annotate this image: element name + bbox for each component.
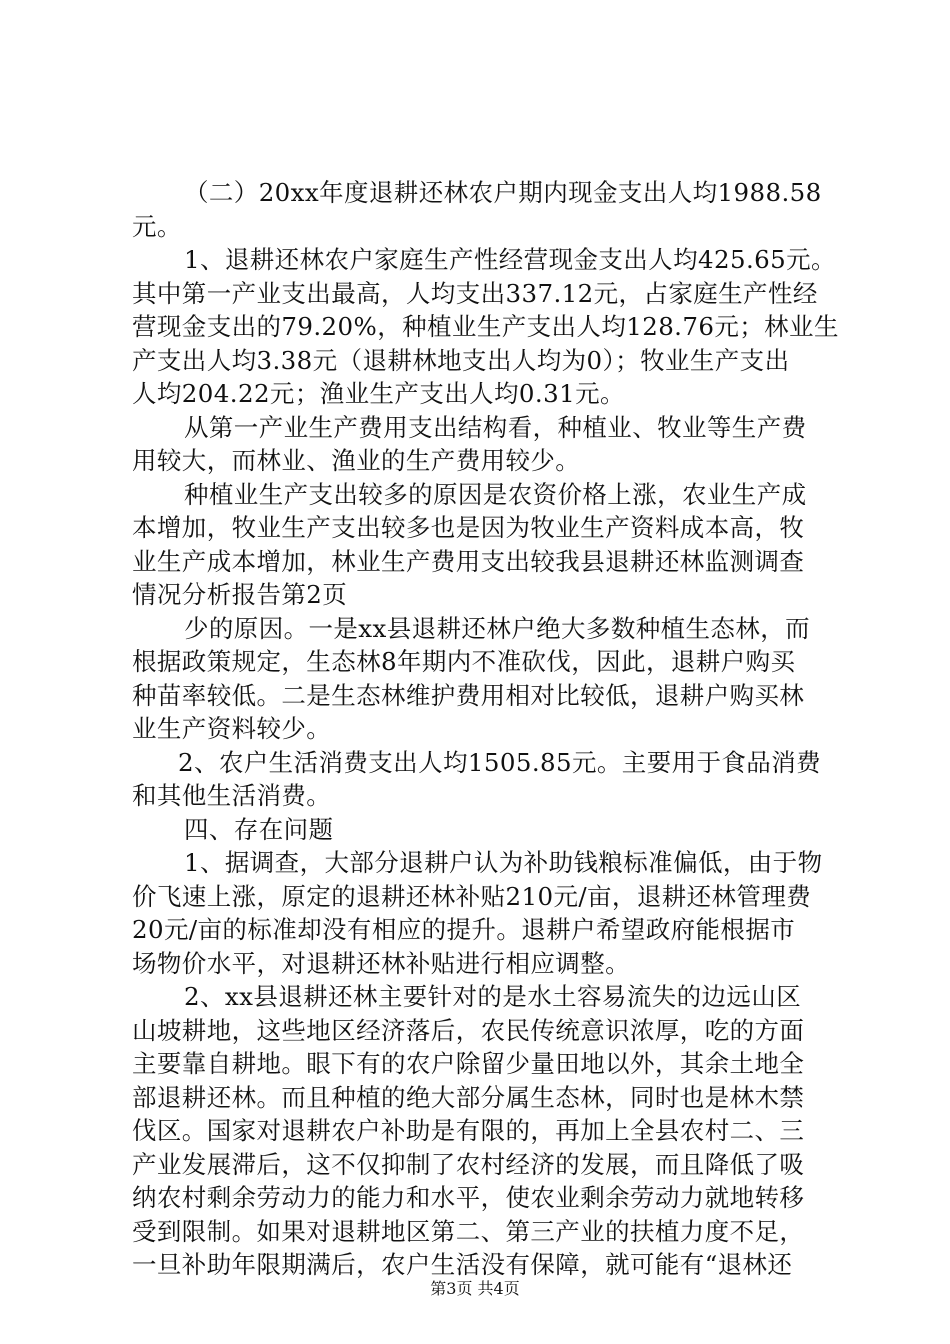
paragraph-line: 少的原因。一是xx县退耕还林户绝大多数种植生态林，而 <box>184 613 811 643</box>
paragraph-line: 价飞速上涨，原定的退耕还林补贴210元/亩，退耕还林管理费 <box>132 881 812 911</box>
paragraph-line: 营现金支出的79.20%，种植业生产支出人均128.76元；林业生 <box>132 312 839 341</box>
paragraph-line: 场物价水平，对退耕还林补贴进行相应调整。 <box>132 948 630 978</box>
paragraph-line: 纳农村剩余劳动力的能力和水平，使农业剩余劳动力就地转移 <box>132 1183 805 1212</box>
paragraph-line: 人均204.22元；渔业生产支出人均0.31元。 <box>132 379 625 408</box>
paragraph-line: 其中第一产业支出最高，人均支出337.12元，占家庭生产性经 <box>132 278 818 308</box>
document-body <box>132 176 839 1282</box>
paragraph-line: 2、农户生活消费支出人均1505.85元。主要用于食品消费 <box>178 747 821 777</box>
paragraph-line: 产业发展滞后，这不仅抑制了农村经济的发展，而且降低了吸 <box>132 1149 805 1179</box>
paragraph-line: 从第一产业生产费用支出结构看，种植业、牧业等生产费 <box>184 412 807 442</box>
paragraph-line: 受到限制。如果对退耕地区第二、第三产业的扶植力度不足， <box>132 1216 805 1246</box>
page-number: 第3页 共4页 <box>430 1279 520 1298</box>
paragraph-line: 1、退耕还林农户家庭生产性经营现金支出人均425.65元。 <box>184 245 836 274</box>
paragraph-line: 用较大，而林业、渔业的生产费用较少。 <box>132 446 581 475</box>
paragraph-line: 1、据调查，大部分退耕户认为补助钱粮标准偏低，由于物 <box>184 848 823 877</box>
paragraph-line: 和其他生活消费。 <box>132 781 332 810</box>
paragraph-line: 元。 <box>132 211 182 241</box>
paragraph-line: 一旦补助年限期满后，农户生活没有保障，就可能有“退林还 <box>132 1250 793 1279</box>
paragraph-line: 本增加，牧业生产支出较多也是因为牧业生产资料成本高，牧 <box>132 513 805 542</box>
paragraph-line: 20元/亩的标准却没有相应的提升。退耕户希望政府能根据市 <box>132 915 796 944</box>
paragraph-line: 2、xx县退耕还林主要针对的是水土容易流失的边远山区 <box>184 982 802 1011</box>
paragraph-line: 部退耕还林。而且种植的绝大部分属生态林，同时也是林木禁 <box>132 1082 805 1112</box>
page-footer <box>0 1279 950 1299</box>
paragraph-line: 种苗率较低。二是生态林维护费用相对比较低，退耕户购买林 <box>132 680 805 710</box>
paragraph-line: 主要靠自耕地。眼下有的农户除留少量田地以外，其余土地全 <box>132 1049 805 1078</box>
paragraph-line: 山坡耕地，这些地区经济落后，农民传统意识浓厚，吃的方面 <box>132 1015 805 1045</box>
paragraph-line: 业生产资料较少。 <box>132 714 332 743</box>
paragraph-line: 业生产成本增加，林业生产费用支出较我县退耕还林监测调查 <box>132 546 805 576</box>
paragraph-line: （二）20xx年度退耕还林农户期内现金支出人均1988.58 <box>184 178 822 207</box>
paragraph-line: 种植业生产支出较多的原因是农资价格上涨，农业生产成 <box>184 479 807 509</box>
paragraph-line: 伐区。国家对退耕农户补助是有限的，再加上全县农村二、三 <box>132 1116 805 1145</box>
paragraph-line: 根据政策规定，生态林8年期内不准砍伐，因此，退耕户购买 <box>132 647 796 676</box>
section-heading: 四、存在问题 <box>184 814 334 844</box>
paragraph-line: 情况分析报告第2页 <box>132 580 348 609</box>
paragraph-line: 产支出人均3.38元（退耕林地支出人均为0）；牧业生产支出 <box>132 345 790 375</box>
